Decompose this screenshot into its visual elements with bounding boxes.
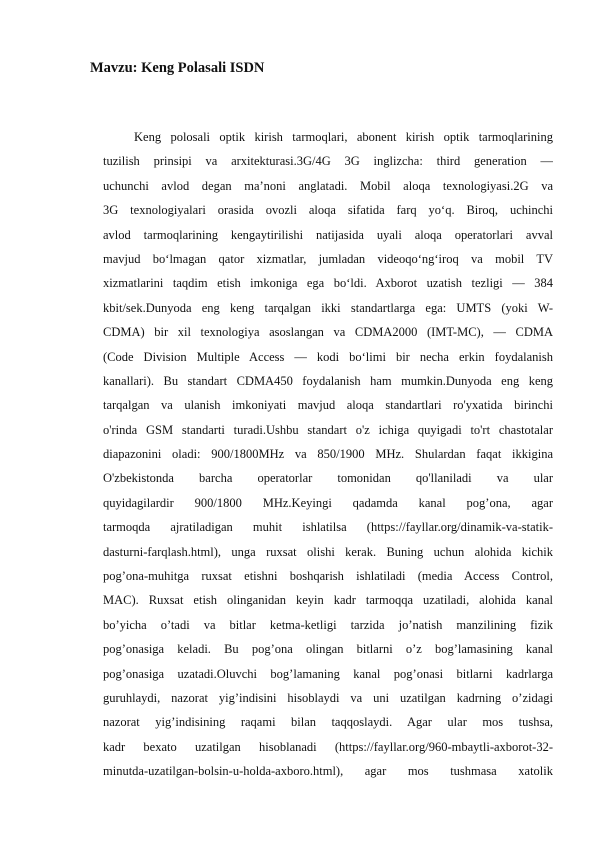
text-line: dasturni-farqlash.html), unga ruxsat olishi kerak. Buning uchun alohida kichik [103, 544, 553, 559]
text-line: quyidagilardir 900/1800 MHz.Keyingi qadamda kanal pog’ona, agar [103, 495, 553, 510]
text-line: MAC). Ruxsat etish olinganidan keyin kadr tarmoqqa uzatiladi, alohida kanal [103, 593, 553, 608]
text-line: tuzilish prinsipi va arxitekturasi.3G/4G 3G inglizcha: third generation — [103, 154, 553, 169]
text-line: Keng polosali optik kirish tarmoqlari, abonent kirish optik tarmoqlarining [134, 130, 553, 144]
text-line: guruhlaydi, nazorat yig’indisini hisoblaydi va uni uzatilgan kadrning o’zidagi [103, 690, 553, 705]
text-line: bo’yicha o’tadi va bitlar ketma-ketligi tarzida jo’natish manzilining fizik [103, 617, 553, 632]
text-line: xizmatlarini taqdim etish imkoniga ega bo‘ldi. Axborot uzatish tezligi — 384 [103, 276, 553, 291]
body-paragraph [103, 125, 553, 784]
text-line: minutda-uzatilgan-bolsin-u-holda-axboro.html), agar mos tushmasa xatolik [103, 764, 553, 779]
text-line: kanallari). Bu standart CDMA450 foydalanish ham mumkin.Dunyoda eng keng [103, 373, 553, 388]
text-line: mavjud bo‘lmagan qator xizmatlar, jumladan videoqo‘ng‘iroq va mobil TV [103, 251, 553, 266]
text-line: pog’onasiga keladi. Bu pog’ona olingan bitlarni o’z bog’lamasining kanal [103, 642, 553, 657]
text-line: diapazonini oladi: 900/1800MHz va 850/1900 MHz. Shulardan faqat ikkigina [103, 447, 553, 462]
text-line: uchunchi avlod degan ma’noni anglatadi. Mobil aloqa texnologiyasi.2G va [103, 178, 553, 193]
text-line: 3G texnologiyalari orasida ovozli aloqa sifatida farq yo‘q. Biroq, uchinchi [103, 203, 553, 218]
text-line: tarqalgan va ulanish imkoniyati mavjud aloqa standartlari ro'yxatida birinchi [103, 398, 553, 413]
text-line: tarmoqda ajratiladigan muhit ishlatilsa (https://fayllar.org/dinamik-va-statik- [103, 520, 553, 535]
text-line: CDMA) bir xil texnologiya asoslangan va CDMA2000 (IMT-MC), — CDMA [103, 325, 553, 340]
text-line: nazorat yig’indisining raqami bilan taqqoslaydi. Agar ular mos tushsa, [103, 715, 553, 730]
text-line: kbit/sek.Dunyoda eng keng tarqalgan ikki standartlarga ega: UMTS (yoki W- [103, 300, 553, 315]
document-title: Mavzu: Keng Polasali ISDN [90, 60, 265, 76]
text-line: (Code Division Multiple Access — kodi bo‘limi bir necha erkin foydalanish [103, 349, 553, 364]
text-line: O'zbekistonda barcha operatorlar tomonidan qo'llaniladi va ular [103, 471, 553, 486]
text-line: pog’onasiga uzatadi.Oluvchi bog’lamaning kanal pog’onasi bitlarni kadrlarga [103, 666, 553, 681]
text-line: pog’ona-muhitga ruxsat etishni boshqarish ishlatiladi (media Access Control, [103, 569, 553, 584]
text-line: kadr bexato uzatilgan hisoblanadi (https://fayllar.org/960-mbaytli-axborot-32- [103, 739, 553, 754]
text-line: avlod tarmoqlarining kengaytirilishi natijasida uyali aloqa operatorlari avval [103, 227, 553, 242]
text-line: o'rinda GSM standarti turadi.Ushbu standart o'z ichiga quyigadi to'rt chastotalar [103, 422, 553, 437]
